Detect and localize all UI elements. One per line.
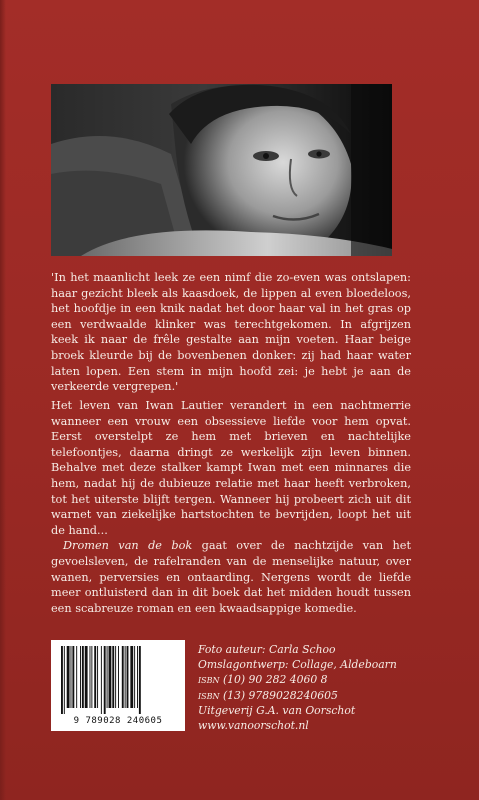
spine-shadow [0,0,6,800]
barcode-number: 9 789028 240605 [73,716,163,726]
isbn-10-label: isbn [198,673,220,687]
isbn-13 [198,688,428,703]
photo-credit: Foto auteur: Carla Schoo [198,643,336,656]
book-quote: 'In het maanlicht leek ze een nimf die zo-even was ontslapen: haar gezicht bleek als kaasdoek, de lippen al even bloedeloos, het hoofdje in een knik nadat het door haar val in het gras op een verdwaalde klinker was terechtgekomen. In afgrijzen keek ik naar de frêle gestalte aan mijn voeten. Haar beige broek kleurde bij de bovenbenen donker: zij had haar water laten lopen. Een stem in mijn hoofd zei: je hebt je aan de verkeerde vergrepen.' [51,271,411,394]
publisher-website: www.vanoorschot.nl [198,719,309,733]
author-photo [51,84,392,256]
colophon-credits [198,642,428,733]
cover-design-credit: Omslagontwerp: Collage, Aldeboarn [198,658,397,672]
barcode-bars [59,646,177,714]
blurb-paragraph-2 [51,538,411,616]
blurb-book-title: Dromen van de bok [63,539,193,553]
blurb-paragraph-2-text: gaat over de nachtzijde van het gevoelsleven, de rafelranden van de menselijke natuur, over wanen, perversies en ontaarding. Nergens wordt de liefde meer ontluisterd dan in dit boek dat het midden houdt tussen een scabreuze roman en een kwaadsappige komedie. [51,539,411,615]
isbn-13-value: (13) 9789028240605 [219,688,338,702]
book-blurb [51,398,411,616]
isbn-10 [198,672,428,687]
isbn-13-label: isbn [198,688,220,702]
blurb-paragraph-1: Het leven van Iwan Lautier verandert in een nachtmerrie wanneer een vrouw een obsessieve liefde voor hem opvat. Eerst overstelpt ze hem met brieven en nachtelijke telefoontjes, daarna dringt ze werkelijk zijn leven binnen. Behalve met deze stalker kampt Iwan met een minnares die hem, nadat hij de dubieuze relatie met haar heeft verbroken, tot het uiterste blijft tergen. Wanneer hij probeert zich uit dit warnet van ziekelijke hartstochten te bevrijden, loopt het uit de hand... [51,399,411,537]
publisher-name: Uitgeverij G.A. van Oorschot [198,703,356,717]
isbn-barcode [51,640,185,731]
author-portrait-image [51,84,392,256]
isbn-10-value: (10) 90 282 4060 8 [219,673,328,687]
